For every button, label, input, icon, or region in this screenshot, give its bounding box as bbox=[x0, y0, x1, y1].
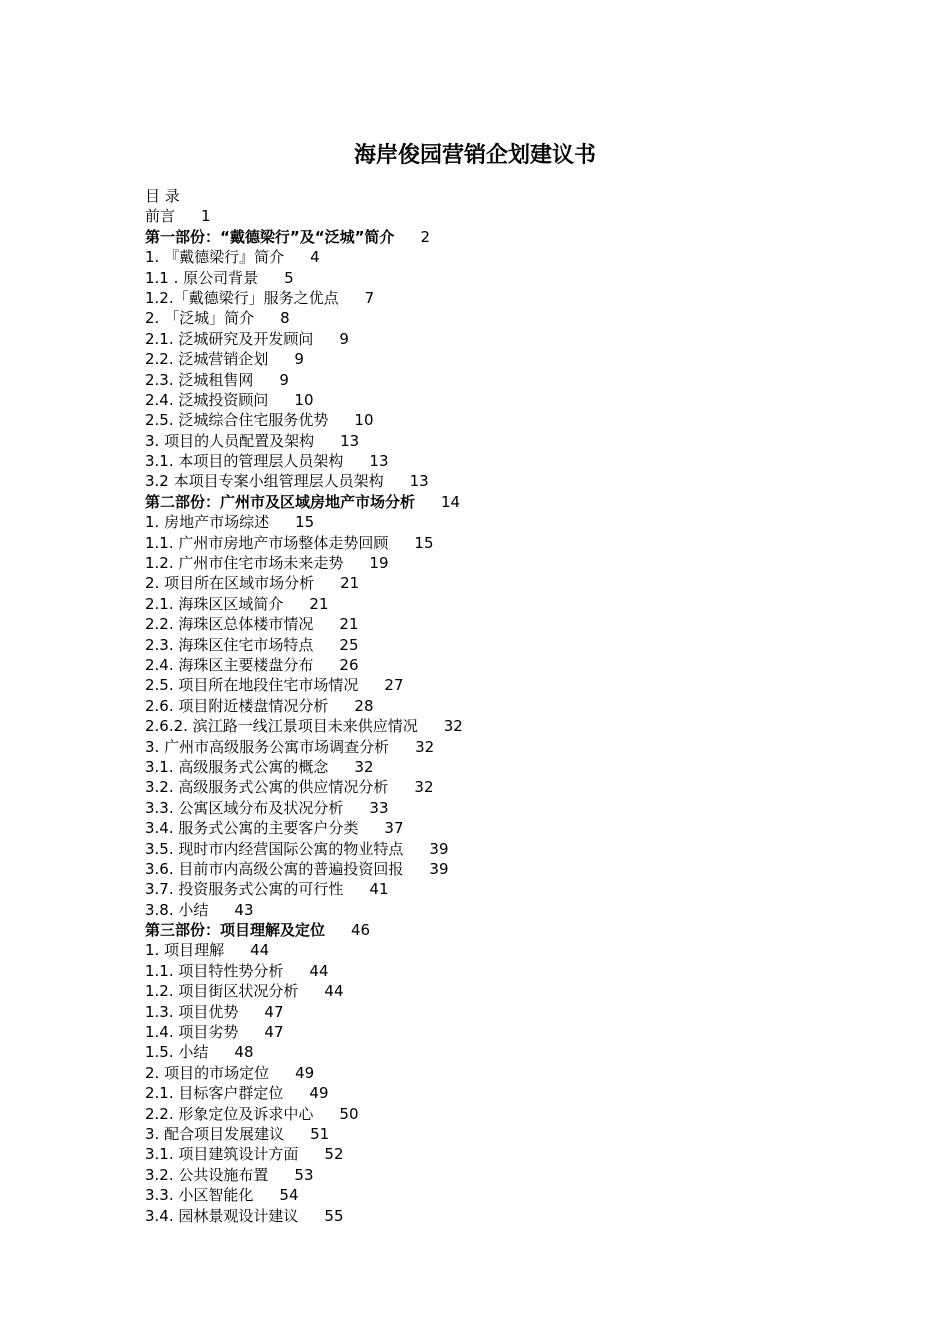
toc-entry-text: 3.2. 公共设施布置 bbox=[145, 1165, 269, 1184]
toc-entry bbox=[145, 1002, 905, 1022]
toc-entry-text: 3. 配合项目发展建议 bbox=[145, 1124, 285, 1143]
toc-entry-text: 2.5. 泛城综合住宅服务优势 bbox=[145, 411, 329, 430]
toc-entry-page-number: 50 bbox=[339, 1104, 359, 1123]
toc-entry bbox=[145, 349, 905, 369]
toc-entry-text: 3. 广州市高级服务公寓市场调查分析 bbox=[145, 737, 390, 756]
toc-entry bbox=[145, 1104, 905, 1124]
toc-entry-page-number: 49 bbox=[295, 1063, 315, 1082]
toc-entry-text: 2.5. 项目所在地段住宅市场情况 bbox=[145, 676, 359, 695]
toc-entry-page-number: 9 bbox=[279, 370, 289, 389]
toc-entry bbox=[145, 1063, 905, 1083]
toc-entry-page-number: 46 bbox=[351, 921, 371, 940]
toc-entry bbox=[145, 451, 905, 471]
toc-entry-text: 2.2. 形象定位及诉求中心 bbox=[145, 1104, 314, 1123]
toc-entry-page-number: 13 bbox=[340, 431, 360, 450]
toc-entry-page-number: 33 bbox=[369, 798, 389, 817]
toc-entry-page-number: 44 bbox=[250, 941, 270, 960]
toc-entry-text: 3.2. 高级服务式公寓的供应情况分析 bbox=[145, 778, 389, 797]
toc-entry-page-number: 48 bbox=[234, 1043, 254, 1062]
toc-entry-text: 3.4. 园林景观设计建议 bbox=[145, 1206, 299, 1225]
toc-entry bbox=[145, 696, 905, 716]
toc-entry-page-number: 39 bbox=[429, 859, 449, 878]
toc-entry-text: 3.8. 小结 bbox=[145, 900, 209, 919]
toc-entry-page-number: 1 bbox=[201, 207, 211, 226]
toc-entry-page-number: 25 bbox=[339, 635, 359, 654]
toc-entry-text: 2.1. 目标客户群定位 bbox=[145, 1084, 284, 1103]
toc-entry-page-number: 44 bbox=[324, 982, 344, 1001]
toc-entry bbox=[145, 777, 905, 797]
toc-entry bbox=[145, 1042, 905, 1062]
toc-entry bbox=[145, 716, 905, 736]
toc-entry-text: 3.1. 本项目的管理层人员架构 bbox=[145, 452, 344, 471]
document-title: 海岸俊园营销企划建议书 bbox=[353, 143, 596, 168]
toc-entry-text: 1. 房地产市场综述 bbox=[145, 513, 270, 532]
toc-entry-text: 2.6. 项目附近楼盘情况分析 bbox=[145, 696, 329, 715]
toc-entry bbox=[145, 370, 905, 390]
toc-entry-text: 3.5. 现时市内经营国际公寓的物业特点 bbox=[145, 839, 404, 858]
toc-entry-page-number: 44 bbox=[309, 961, 329, 980]
toc-entry bbox=[145, 839, 905, 859]
toc-entry-page-number: 4 bbox=[310, 248, 320, 267]
toc-entry-page-number: 26 bbox=[339, 655, 359, 674]
toc-entry-text: 1.1. 广州市房地产市场整体走势回顾 bbox=[145, 533, 389, 552]
toc-entry bbox=[145, 961, 905, 981]
toc-entry bbox=[145, 1144, 905, 1164]
toc-entry bbox=[145, 329, 905, 349]
toc-entry bbox=[145, 614, 905, 634]
toc-entry bbox=[145, 431, 905, 451]
toc-entry-page-number: 41 bbox=[369, 880, 389, 899]
toc-entry-page-number: 19 bbox=[369, 554, 389, 573]
toc-entry-page-number: 32 bbox=[414, 778, 434, 797]
toc-entry-text: 1.3. 项目优势 bbox=[145, 1002, 239, 1021]
toc-entry-text: 3.3. 公寓区域分布及状况分析 bbox=[145, 798, 344, 817]
toc-entry-text: 2. 「泛城」简介 bbox=[145, 309, 255, 328]
toc-entry-page-number: 32 bbox=[443, 717, 463, 736]
toc-entry bbox=[145, 573, 905, 593]
toc-part-heading bbox=[145, 227, 905, 247]
toc-entry-text: 2. 项目所在区域市场分析 bbox=[145, 574, 315, 593]
toc-entry-page-number: 10 bbox=[354, 411, 374, 430]
toc-entry-page-number: 13 bbox=[369, 452, 389, 471]
toc-entry-text: 2.6.2. 滨江路一线江景项目未来供应情况 bbox=[145, 717, 418, 736]
table-of-contents bbox=[145, 186, 905, 1226]
toc-entry-page-number: 5 bbox=[284, 268, 294, 287]
toc-entry-page-number: 8 bbox=[280, 309, 290, 328]
toc-entry bbox=[145, 410, 905, 430]
toc-entry-text: 第三部份：项目理解及定位 bbox=[145, 921, 326, 940]
toc-entry-page-number: 49 bbox=[309, 1084, 329, 1103]
toc-entry-text: 3.7. 投资服务式公寓的可行性 bbox=[145, 880, 344, 899]
toc-entry-text: 前言 bbox=[145, 207, 176, 226]
toc-entry bbox=[145, 1165, 905, 1185]
toc-entry bbox=[145, 675, 905, 695]
toc-entry bbox=[145, 655, 905, 675]
toc-entry-page-number: 39 bbox=[429, 839, 449, 858]
toc-entry-page-number: 32 bbox=[354, 757, 374, 776]
toc-entry-page-number: 51 bbox=[310, 1124, 330, 1143]
toc-entry-text: 第二部份：广州市及区域房地产市场分析 bbox=[145, 492, 416, 511]
toc-entry-page-number: 14 bbox=[441, 492, 461, 511]
toc-entry bbox=[145, 288, 905, 308]
toc-entry-text: 3.6. 目前市内高级公寓的普遍投资回报 bbox=[145, 859, 404, 878]
toc-entry-text: 1.1. 项目特性势分析 bbox=[145, 961, 284, 980]
toc-part-heading bbox=[145, 492, 905, 512]
toc-entry-text: 1.2. 广州市住宅市场未来走势 bbox=[145, 554, 344, 573]
toc-entry-text: 1. 『戴德梁行』简介 bbox=[145, 248, 285, 267]
toc-entry-text: 2.4. 泛城投资顾问 bbox=[145, 390, 269, 409]
toc-entry-text: 第一部份：“戴德梁行”及“泛城”简介 bbox=[145, 227, 395, 246]
toc-entry-page-number: 28 bbox=[354, 696, 374, 715]
toc-entry-text: 2.4. 海珠区主要楼盘分布 bbox=[145, 655, 314, 674]
toc-entry bbox=[145, 818, 905, 838]
toc-entry-page-number: 55 bbox=[324, 1206, 344, 1225]
toc-heading: 目 录 bbox=[145, 187, 180, 205]
toc-entry bbox=[145, 268, 905, 288]
toc-entry-page-number: 9 bbox=[339, 329, 349, 348]
toc-entry-text: 2.3. 海珠区住宅市场特点 bbox=[145, 635, 314, 654]
toc-entry-text: 2. 项目的市场定位 bbox=[145, 1063, 270, 1082]
toc-entry bbox=[145, 553, 905, 573]
toc-entry bbox=[145, 594, 905, 614]
toc-entry-text: 1. 项目理解 bbox=[145, 941, 225, 960]
toc-entry-page-number: 21 bbox=[339, 615, 359, 634]
toc-entry-page-number: 13 bbox=[409, 472, 429, 491]
toc-entry bbox=[145, 1022, 905, 1042]
toc-entry-text: 3.2 本项目专案小组管理层人员架构 bbox=[145, 472, 384, 491]
toc-entry bbox=[145, 390, 905, 410]
toc-entry bbox=[145, 1206, 905, 1226]
toc-entry bbox=[145, 1083, 905, 1103]
toc-entry-page-number: 52 bbox=[324, 1145, 344, 1164]
toc-entry bbox=[145, 247, 905, 267]
toc-part-heading bbox=[145, 920, 905, 940]
toc-entry bbox=[145, 635, 905, 655]
toc-entry-text: 2.3. 泛城租售网 bbox=[145, 370, 254, 389]
toc-entry-text: 2.2. 海珠区总体楼市情况 bbox=[145, 615, 314, 634]
toc-entry bbox=[145, 471, 905, 491]
toc-entry-page-number: 47 bbox=[264, 1023, 284, 1042]
toc-entry-text: 2.1. 海珠区区域简介 bbox=[145, 594, 284, 613]
toc-entry bbox=[145, 757, 905, 777]
toc-entry bbox=[145, 1124, 905, 1144]
toc-entry-text: 2.2. 泛城营销企划 bbox=[145, 350, 269, 369]
toc-entry-text: 3.1. 项目建筑设计方面 bbox=[145, 1145, 299, 1164]
toc-entry-page-number: 27 bbox=[384, 676, 404, 695]
toc-entry bbox=[145, 1185, 905, 1205]
toc-entry-page-number: 32 bbox=[415, 737, 435, 756]
toc-entry bbox=[145, 308, 905, 328]
toc-entry-text: 3.3. 小区智能化 bbox=[145, 1186, 254, 1205]
toc-entry-page-number: 10 bbox=[294, 390, 314, 409]
toc-entry-page-number: 7 bbox=[364, 288, 375, 307]
toc-entry-page-number: 37 bbox=[384, 819, 404, 838]
toc-entry-text: 1.5. 小结 bbox=[145, 1043, 209, 1062]
toc-entry-text: 1.2. 项目街区状况分析 bbox=[145, 982, 299, 1001]
toc-entry bbox=[145, 737, 905, 757]
toc-entry-text: 3.4. 服务式公寓的主要客户分类 bbox=[145, 819, 359, 838]
toc-entry-text: 1.1 . 原公司背景 bbox=[145, 268, 259, 287]
toc-entry-page-number: 21 bbox=[340, 574, 360, 593]
toc-entry bbox=[145, 940, 905, 960]
toc-entry-page-number: 2 bbox=[420, 227, 430, 246]
toc-entry-text: 2.1. 泛城研究及开发顾问 bbox=[145, 329, 314, 348]
toc-entry bbox=[145, 859, 905, 879]
toc-entry bbox=[145, 981, 905, 1001]
toc-entry bbox=[145, 512, 905, 532]
toc-entry-page-number: 47 bbox=[264, 1002, 284, 1021]
toc-entry-page-number: 43 bbox=[234, 900, 254, 919]
toc-entry bbox=[145, 798, 905, 818]
toc-entry-text: 1.4. 项目劣势 bbox=[145, 1023, 239, 1042]
toc-entry-page-number: 53 bbox=[294, 1165, 314, 1184]
toc-entry-page-number: 54 bbox=[279, 1186, 299, 1205]
toc-entry-page-number: 15 bbox=[295, 513, 315, 532]
toc-entry-text: 3.1. 高级服务式公寓的概念 bbox=[145, 757, 329, 776]
toc-entry bbox=[145, 206, 905, 226]
toc-entry bbox=[145, 879, 905, 899]
toc-entry bbox=[145, 533, 905, 553]
toc-entry bbox=[145, 900, 905, 920]
toc-entry-page-number: 9 bbox=[294, 350, 304, 369]
toc-entry-text: 1.2.「戴德梁行」服务之优点 bbox=[145, 288, 339, 307]
toc-entry-page-number: 15 bbox=[414, 533, 434, 552]
toc-entry-page-number: 21 bbox=[309, 594, 329, 613]
toc-list bbox=[145, 206, 905, 1226]
toc-entry-text: 3. 项目的人员配置及架构 bbox=[145, 431, 315, 450]
